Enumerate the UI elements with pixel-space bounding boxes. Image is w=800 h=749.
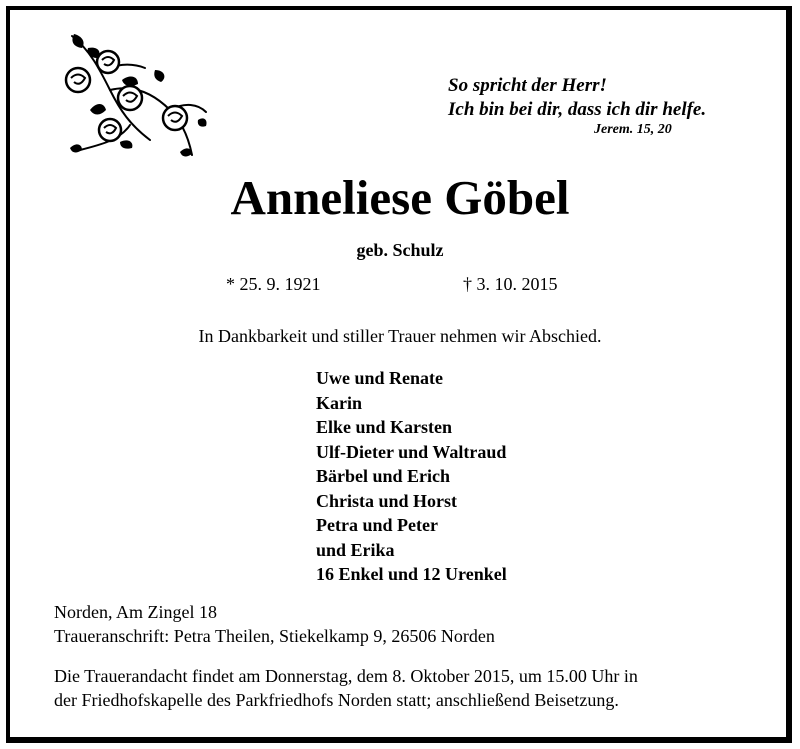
quote-reference: Jerem. 15, 20	[594, 122, 672, 137]
mourner-item: Elke und Karsten	[316, 417, 453, 437]
roses-icon	[60, 30, 210, 165]
maiden-name: geb. Schulz	[356, 240, 444, 260]
place-line: Norden, Am Zingel 18	[54, 602, 217, 622]
service-line-1: Die Trauerandacht findet am Donnerstag, dem 8. Oktober 2015, um 15.00 Uhr in	[54, 666, 638, 686]
mourner-item: Ulf-Dieter und Waltraud	[316, 441, 507, 462]
quote-line-2: Ich bin bei dir, dass ich dir helfe.	[448, 99, 707, 120]
mourner-item: Christa und Horst	[316, 490, 458, 511]
mourner-item: 16 Enkel und 12 Urenkel	[316, 564, 507, 584]
service-info	[54, 664, 774, 712]
deceased-name: Anneliese Göbel	[230, 170, 570, 225]
mourning-address: Traueranschrift: Petra Theilen, Stiekelkamp 9, 26506 Norden	[54, 626, 495, 646]
mourner-item: Uwe und Renate	[316, 368, 444, 388]
mourner-item: und Erika	[316, 539, 395, 560]
quote-line-1: So spricht der Herr!	[448, 75, 607, 96]
mourner-item: Karin	[316, 392, 363, 413]
birth-date: * 25. 9. 1921	[226, 274, 321, 294]
bible-quote	[448, 74, 706, 122]
thanks-line: In Dankbarkeit und stiller Trauer nehmen wir Abschied.	[198, 326, 602, 346]
death-date: † 3. 10. 2015	[463, 274, 558, 294]
address-block	[54, 600, 495, 648]
mourner-item: Bärbel und Erich	[316, 466, 451, 486]
service-line-2: der Friedhofskapelle des Parkfriedhofs Norden statt; anschließend Beisetzung.	[54, 690, 619, 710]
mourners-list	[316, 366, 507, 587]
mourner-item: Petra und Peter	[316, 515, 438, 535]
